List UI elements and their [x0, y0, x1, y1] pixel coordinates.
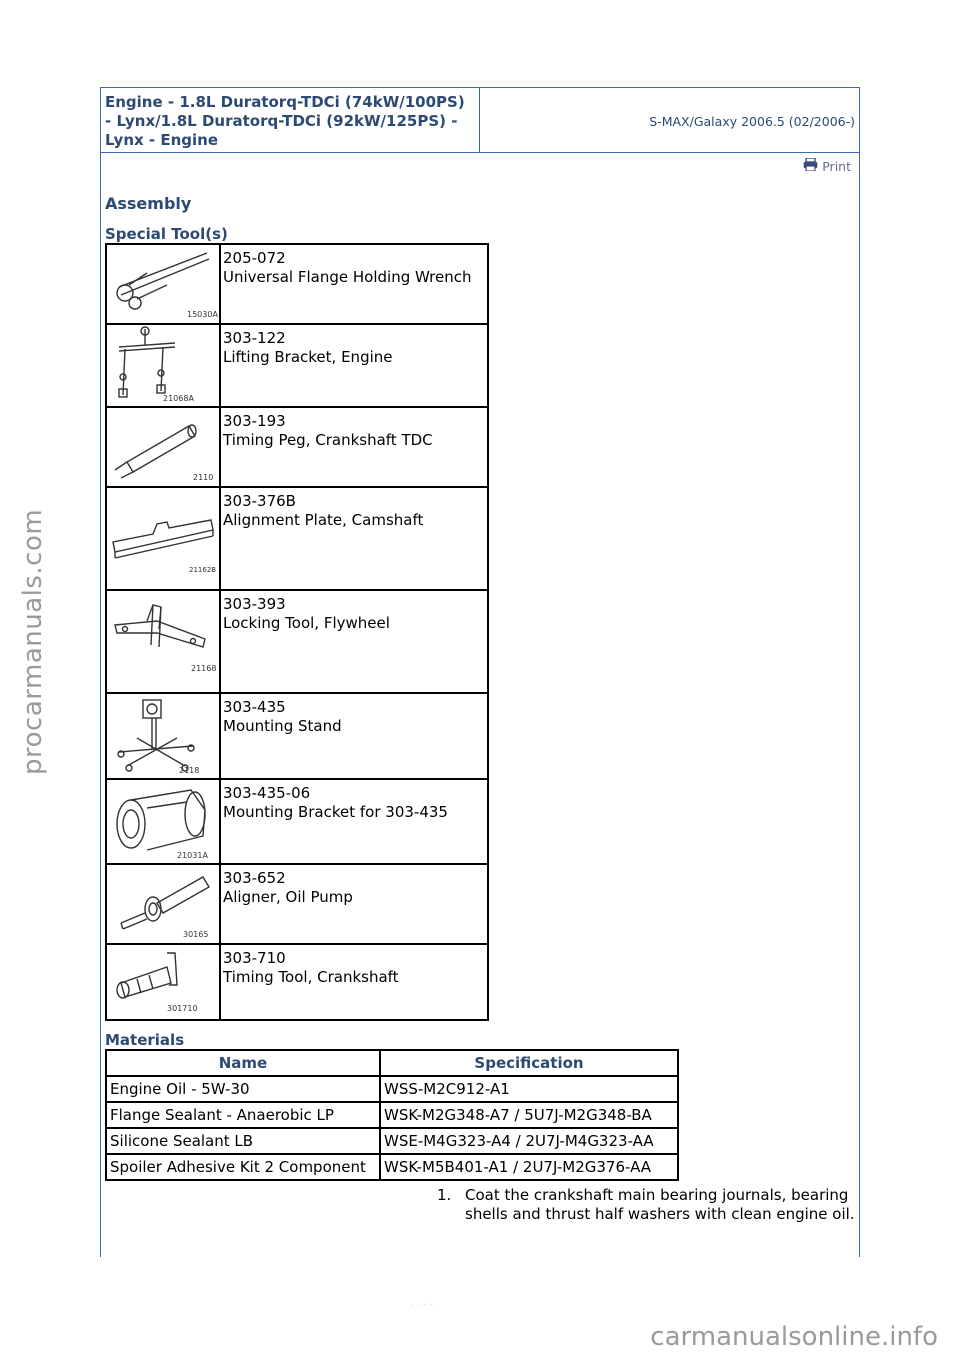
tool-info [220, 487, 488, 590]
tool-row [106, 590, 488, 693]
tool-image-cell [106, 693, 220, 779]
tool-name: Locking Tool, Flywheel [223, 614, 390, 632]
tool-image-cell [106, 864, 220, 944]
tool-row [106, 864, 488, 944]
tool-image-code: 301710 [167, 1004, 198, 1013]
special-tools-table [105, 243, 489, 1021]
table-row [106, 1154, 678, 1180]
column-header-name: Name [106, 1050, 380, 1076]
material-spec: WSK-M2G348-A7 / 5U7J-M2G348-BA [380, 1102, 678, 1128]
tool-image-cell [106, 944, 220, 1020]
material-name: Spoiler Adhesive Kit 2 Component [106, 1154, 380, 1180]
tool-row [106, 487, 488, 590]
table-row [106, 1076, 678, 1102]
material-spec: WSE-M4G323-A4 / 2U7J-M4G323-AA [380, 1128, 678, 1154]
tool-info [220, 324, 488, 407]
tool-info [220, 244, 488, 324]
tool-image-cell [106, 244, 220, 324]
tool-info [220, 590, 488, 693]
material-name: Flange Sealant - Anaerobic LP [106, 1102, 380, 1128]
tool-image-cell [106, 487, 220, 590]
tool-image-code: 15030A [187, 310, 218, 319]
materials-table [105, 1049, 679, 1181]
vehicle-model: S-MAX/Galaxy 2006.5 (02/2006-) [649, 114, 855, 129]
tool-image-code: 2110 [193, 473, 214, 482]
tool-number: 303-710 [223, 949, 286, 967]
material-name: Silicone Sealant LB [106, 1128, 380, 1154]
watermark-left: procarmanuals.com [18, 508, 48, 775]
column-header-specification: Specification [380, 1050, 678, 1076]
special-tools-heading: Special Tool(s) [105, 225, 228, 243]
tool-info [220, 944, 488, 1020]
timing-peg-illustration [107, 408, 219, 484]
material-spec: WSK-M5B401-A1 / 2U7J-M2G376-AA [380, 1154, 678, 1180]
tool-row [106, 779, 488, 864]
tool-info [220, 693, 488, 779]
step-number: 1. [437, 1186, 452, 1204]
tool-name: Aligner, Oil Pump [223, 888, 353, 906]
tool-row [106, 407, 488, 487]
oil-pump-aligner-illustration [107, 865, 219, 941]
tool-info [220, 407, 488, 487]
tool-name: Lifting Bracket, Engine [223, 348, 393, 366]
tool-image-code: 21162B [189, 566, 217, 574]
procedure-step [437, 1186, 857, 1224]
material-spec: WSS-M2C912-A1 [380, 1076, 678, 1102]
tool-info [220, 864, 488, 944]
print-label: Print [822, 158, 851, 174]
tool-name: Mounting Bracket for 303-435 [223, 803, 448, 821]
flywheel-locking-tool-illustration [107, 591, 219, 690]
header-divider [479, 88, 480, 152]
print-button[interactable] [803, 158, 851, 174]
alignment-plate-illustration [107, 488, 219, 587]
tool-image-cell [106, 779, 220, 864]
tool-name: Universal Flange Holding Wrench [223, 268, 472, 286]
tool-number: 303-652 [223, 869, 286, 887]
tool-image-cell [106, 590, 220, 693]
material-name: Engine Oil - 5W-30 [106, 1076, 380, 1102]
section-title: Assembly [105, 194, 192, 213]
tool-row [106, 244, 488, 324]
tool-row [106, 944, 488, 1020]
mounting-bracket-illustration [107, 780, 219, 861]
lifting-bracket-illustration [107, 325, 219, 404]
tool-row [106, 693, 488, 779]
tool-row [106, 324, 488, 407]
mounting-stand-illustration [107, 694, 219, 776]
tool-image-code: 30165 [183, 930, 209, 939]
page-footer-faint: · · · · · [410, 1300, 439, 1311]
tool-number: 303-376B [223, 492, 296, 510]
flange-wrench-illustration [107, 245, 219, 321]
tool-image-cell [106, 324, 220, 407]
tool-image-code: 2118 [179, 766, 200, 775]
page-title: Engine - 1.8L Duratorq-TDCi (74kW/100PS) - Lynx/1.8L Duratorq-TDCi (92kW/125PS) - Lynx - Engine [105, 93, 465, 149]
table-row [106, 1102, 678, 1128]
table-row [106, 1128, 678, 1154]
tool-name: Timing Peg, Crankshaft TDC [223, 431, 433, 449]
step-text: Coat the crankshaft main bearing journals, bearing shells and thrust half washers with clean engine oil. [465, 1186, 855, 1223]
document-header [101, 88, 859, 153]
tool-image-code: 21168 [191, 664, 217, 673]
tool-info [220, 779, 488, 864]
materials-header-row [106, 1050, 678, 1076]
tool-image-code: 21068A [163, 394, 194, 403]
watermark-bottom: carmanualsonline.info [650, 1322, 938, 1352]
tool-number: 303-435 [223, 698, 286, 716]
tool-image-cell [106, 407, 220, 487]
printer-icon [803, 158, 818, 174]
tool-number: 303-393 [223, 595, 286, 613]
tool-number: 303-435-06 [223, 784, 311, 802]
tool-name: Mounting Stand [223, 717, 342, 735]
tool-number: 303-193 [223, 412, 286, 430]
tool-number: 205-072 [223, 249, 286, 267]
tool-image-code: 21031A [177, 851, 208, 860]
tool-name: Alignment Plate, Camshaft [223, 511, 424, 529]
tool-name: Timing Tool, Crankshaft [223, 968, 399, 986]
materials-heading: Materials [105, 1031, 185, 1049]
tool-number: 303-122 [223, 329, 286, 347]
crankshaft-timing-tool-illustration [107, 945, 219, 1017]
document-frame [100, 87, 860, 1257]
